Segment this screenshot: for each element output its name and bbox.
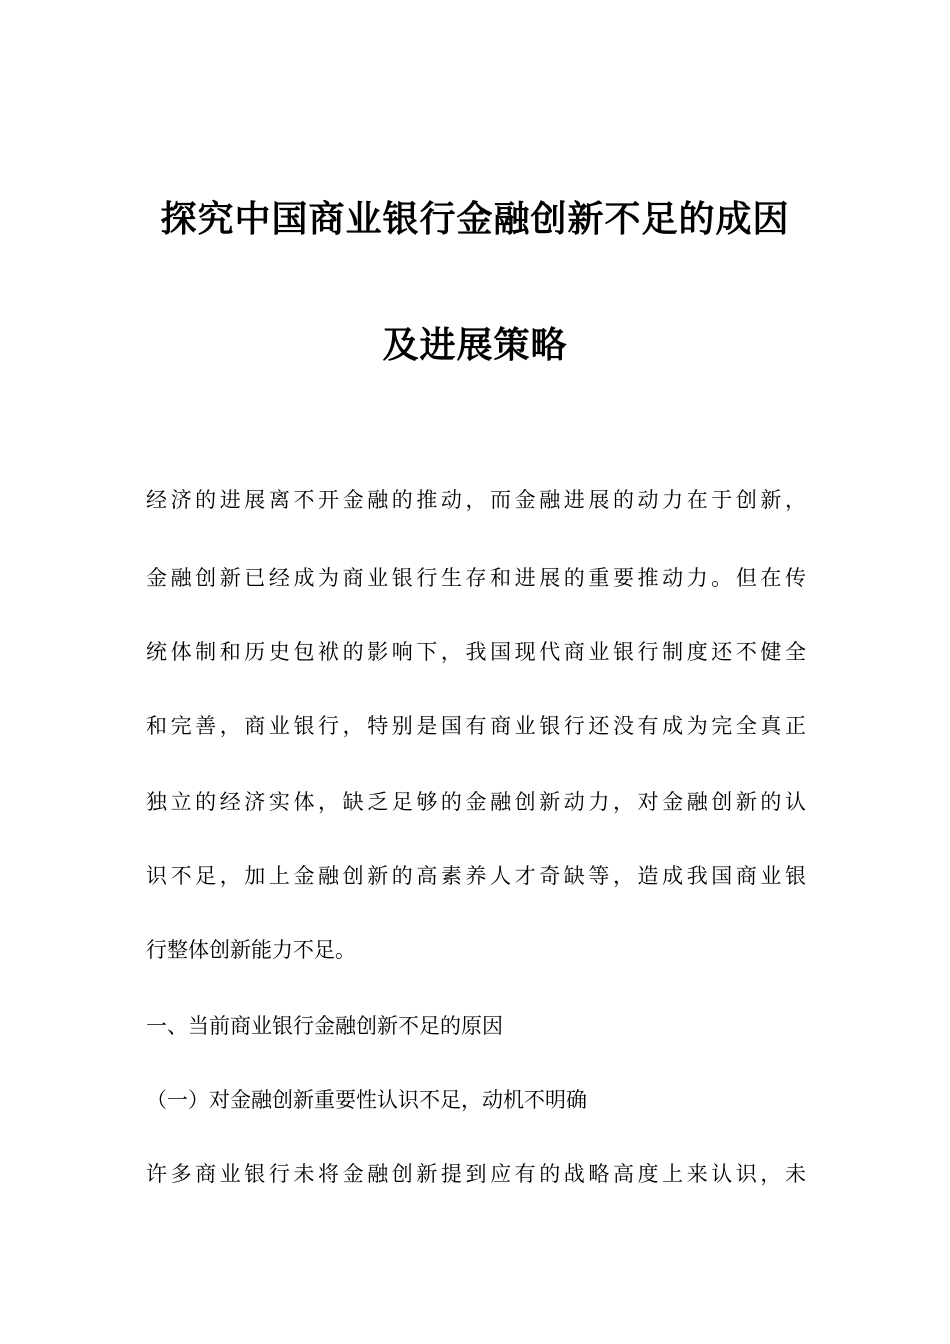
paragraph-1-line-7: 行整体创新能力不足。 bbox=[146, 938, 356, 962]
document-title-line-2: 及进展策略 bbox=[382, 325, 568, 366]
paragraph-1-line-6: 识不足，加上金融创新的高素养人才奇缺等，造成我国商业银 bbox=[146, 864, 806, 888]
document-title-line-1: 探究中国商业银行金融创新不足的成因 bbox=[160, 199, 790, 240]
paragraph-1-line-4: 和完善，商业银行，特别是国有商业银行还没有成为完全真正 bbox=[146, 714, 806, 738]
subsection-1-heading: （一）对金融创新重要性认识不足，动机不明确 bbox=[146, 1088, 587, 1112]
paragraph-2-line-1: 许多商业银行未将金融创新提到应有的战略高度上来认识，未 bbox=[146, 1162, 806, 1186]
paragraph-1-line-5: 独立的经济实体，缺乏足够的金融创新动力，对金融创新的认 bbox=[146, 790, 806, 814]
section-1-heading: 一、当前商业银行金融创新不足的原因 bbox=[146, 1014, 503, 1038]
paragraph-1-line-2: 金融创新已经成为商业银行生存和进展的重要推动力。但在传 bbox=[146, 566, 806, 590]
paragraph-1-line-3: 统体制和历史包袱的影响下，我国现代商业银行制度还不健全 bbox=[146, 640, 806, 664]
paragraph-1-line-1: 经济的进展离不开金融的推动，而金融进展的动力在于创新， bbox=[146, 488, 806, 512]
